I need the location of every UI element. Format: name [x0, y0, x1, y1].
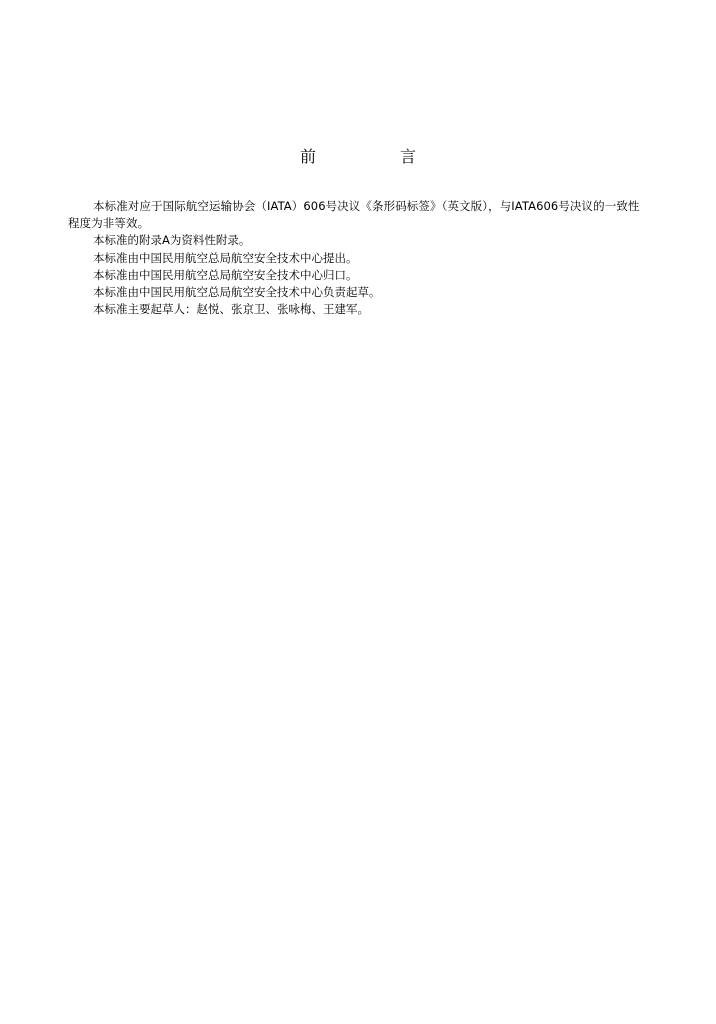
paragraph-proposer: 本标准由中国民用航空总局航空安全技术中心提出。: [93, 250, 358, 265]
foreword-body: [68, 198, 646, 318]
paragraph-appendix: 本标准的附录A为资料性附录。: [93, 233, 251, 248]
paragraph-drafters: 本标准主要起草人：赵悦、张京卫、张咏梅、王建军。: [93, 302, 369, 317]
paragraph-centralized-administration: 本标准由中国民用航空总局航空安全技术中心归口。: [93, 267, 358, 282]
paragraph-drafting-organization: 本标准由中国民用航空总局航空安全技术中心负责起草。: [93, 285, 381, 300]
page-heading: 前 言: [299, 147, 450, 166]
paragraph-correspondence: 本标准对应于国际航空运输协会（IATA）606号决议《条形码标签》（英文版），与IATA606号决议的一致性程度为非等效。: [68, 199, 640, 231]
